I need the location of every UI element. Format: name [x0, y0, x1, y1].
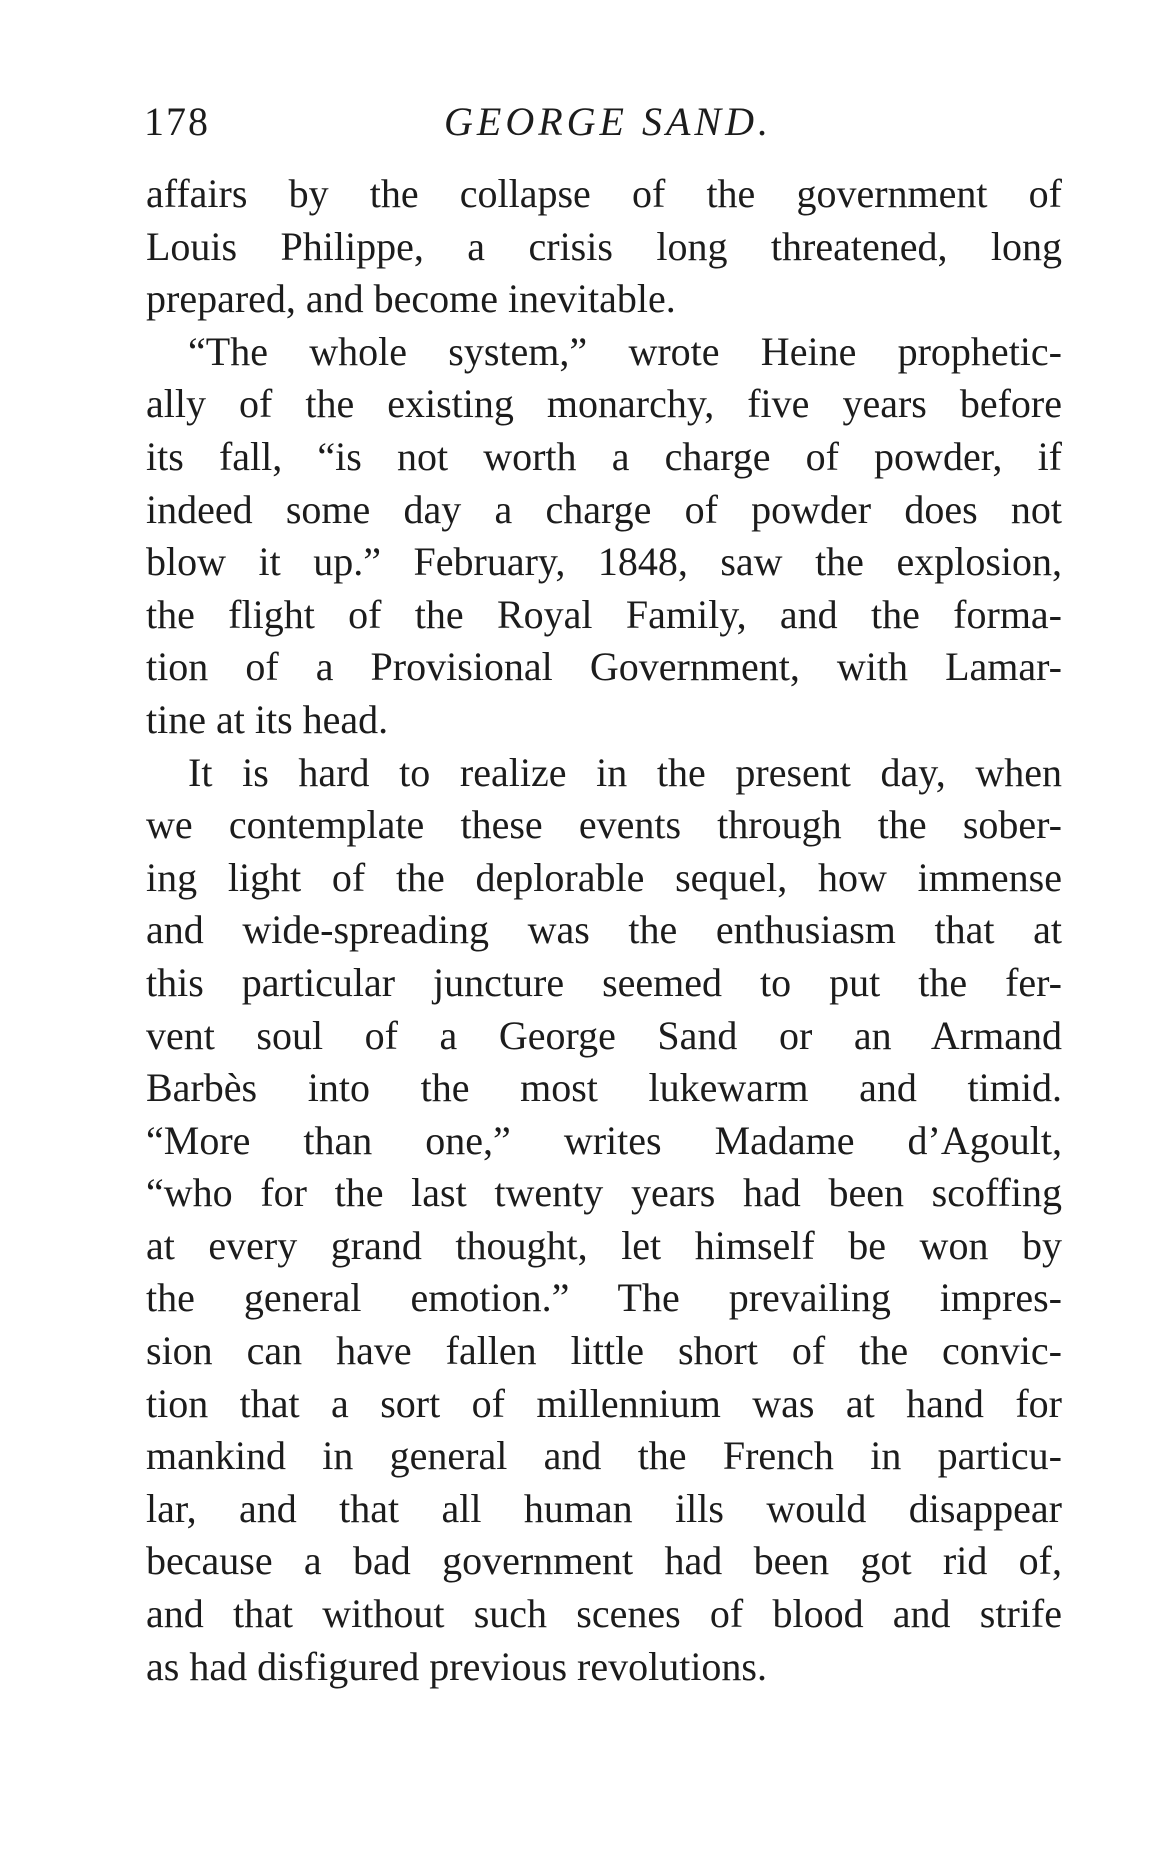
text-line: mankind in general and the French in particu- — [146, 1433, 1062, 1479]
text-line: It is hard to realize in the present day, when — [188, 749, 1062, 795]
text-line: Louis Philippe, a crisis long threatened, long — [146, 223, 1062, 269]
text-line: “More than one,” writes Madame d’Agoult, — [146, 1117, 1062, 1163]
text-line: blow it up.” February, 1848, saw the explosion, — [146, 539, 1062, 585]
page-number: 178 — [144, 99, 210, 144]
text-line: ally of the existing monarchy, five years before — [146, 381, 1062, 427]
text-line: tion of a Provisional Government, with Lamar- — [146, 644, 1062, 690]
text-line: “The whole system,” wrote Heine prophetic- — [188, 328, 1062, 374]
text-line: its fall, “is not worth a charge of powder, if — [146, 433, 1062, 479]
text-line: Barbès into the most lukewarm and timid. — [146, 1065, 1062, 1111]
text-line: tine at its head. — [146, 696, 389, 742]
text-line: because a bad government had been got rid of, — [146, 1538, 1062, 1584]
text-line: the general emotion.” The prevailing impres- — [146, 1275, 1062, 1321]
text-line: tion that a sort of millennium was at hand for — [146, 1380, 1062, 1426]
body-text — [146, 168, 1062, 1693]
text-line: and that without such scenes of blood and strife — [146, 1591, 1062, 1637]
text-line: lar, and that all human ills would disappear — [146, 1485, 1062, 1531]
text-line: ing light of the deplorable sequel, how immense — [146, 854, 1062, 900]
text-line: the flight of the Royal Family, and the forma- — [146, 591, 1062, 637]
text-line: prepared, and become inevitable. — [146, 276, 676, 322]
text-line: indeed some day a charge of powder does not — [146, 486, 1062, 532]
text-line: “who for the last twenty years had been scoffing — [146, 1170, 1062, 1216]
text-line: and wide-spreading was the enthusiasm that at — [146, 907, 1062, 953]
text-line: sion can have fallen little short of the convic- — [146, 1328, 1062, 1374]
text-line: as had disfigured previous revolutions. — [146, 1643, 767, 1689]
text-line: this particular juncture seemed to put the fer- — [146, 959, 1062, 1005]
text-line: we contemplate these events through the sober- — [146, 802, 1062, 848]
text-line: affairs by the collapse of the government of — [146, 171, 1062, 216]
text-line: vent soul of a George Sand or an Armand — [146, 1012, 1062, 1058]
page-header — [144, 92, 1064, 152]
text-line: at every grand thought, let himself be won by — [146, 1222, 1062, 1268]
running-title: GEORGE SAND. — [444, 99, 772, 144]
